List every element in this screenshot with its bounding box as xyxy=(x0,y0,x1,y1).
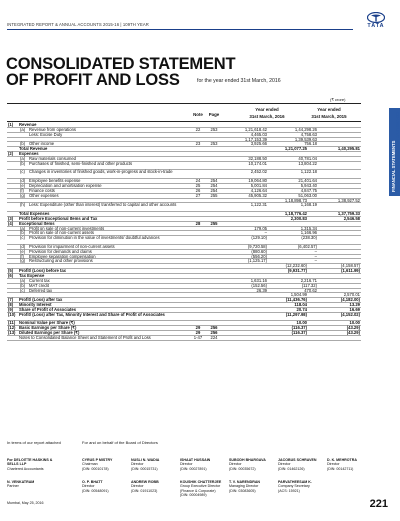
signatory-role: Chartered Accountants xyxy=(7,466,44,471)
row-note: 1-47 xyxy=(193,334,203,340)
signatory-din: (DIN: 03083605) xyxy=(229,488,256,493)
row-2015-sub: 51,063.00 xyxy=(298,192,317,198)
row-number: (3) xyxy=(8,215,14,221)
signatory-role: Director xyxy=(180,462,193,467)
row-2016-sub: 1,17,153.39 xyxy=(244,136,267,142)
row-2016-sub: (152.56) xyxy=(251,282,267,288)
row-2015-sub: (6,402.57) xyxy=(297,243,317,249)
row-2015-sub: – xyxy=(314,248,317,254)
row-2016-total: 20.74 xyxy=(296,306,307,312)
row-2016-sub: 19,064.80 xyxy=(248,178,267,184)
row-particulars: Tax Expense xyxy=(19,273,45,278)
row-2016-sub: (1,125.17) xyxy=(247,258,267,264)
row-2015-sub: 21,401.64 xyxy=(298,178,317,184)
signatory-name: PARVATHEESAM K. xyxy=(278,480,312,484)
signatory-name: N. VENKATRAM xyxy=(7,480,35,484)
tata-logo-icon xyxy=(367,12,385,23)
row-2015-sub: 4,847.75 xyxy=(300,187,317,193)
signatory-role: Managing Director xyxy=(229,484,259,489)
row-2016-sub: (9,720.58) xyxy=(247,243,267,249)
row-particulars: Share of Profit of Associates xyxy=(19,306,77,312)
row-particulars: Profit on sale of non-current assets xyxy=(29,230,94,236)
row-2015-sub: – xyxy=(314,253,317,259)
row-number: (10) xyxy=(8,311,16,317)
row-particulars: Changes in inventories of finished goods, work-in-progress and stock-in-trade xyxy=(29,169,173,175)
row-2015-total: 13.29 xyxy=(349,302,360,308)
signatory-name: ISHAAT HUSSAIN xyxy=(180,458,211,462)
signatory xyxy=(131,480,179,493)
header-rule xyxy=(7,29,353,30)
signatory xyxy=(229,480,277,493)
row-sub: (e) xyxy=(20,248,26,254)
row-sub: (g) xyxy=(20,192,26,198)
row-2016-total: (11,297.98) xyxy=(285,311,307,317)
page-subtitle: for the year ended 31st March, 2016 xyxy=(197,78,281,84)
row-note: 29 xyxy=(195,325,201,331)
signatory-name: O. P. BHATT xyxy=(82,480,103,484)
signatory-role: Group Executive Director (Finance & Corporate) xyxy=(180,484,221,493)
row-page: 254 xyxy=(210,187,218,193)
row-2016-sub: 1,21,618.42 xyxy=(244,126,267,132)
row-2015-sub: 1,39,539.63 xyxy=(294,136,317,142)
row-number: (11) xyxy=(8,320,16,326)
row-2016-sub: (556.20) xyxy=(251,253,267,259)
row-sub: (f) xyxy=(20,253,24,259)
row-2016-sub: 4,465.03 xyxy=(250,131,267,137)
logo-text: TATA xyxy=(367,23,385,29)
row-sub: (e) xyxy=(20,182,26,188)
row-sub: (f) xyxy=(20,187,24,193)
signatory-role: Partner xyxy=(7,484,19,489)
signatory-role: Director xyxy=(82,484,95,489)
row-particulars: Provision for diminution in the value of investments/ doubtful advances xyxy=(29,235,160,241)
row-number: (7) xyxy=(8,297,14,303)
footer-left: In terms of our report attached xyxy=(7,440,61,445)
row-2015-sub: 40,781.04 xyxy=(298,155,317,161)
row-particulars: Nominal Value per Share (₹) xyxy=(19,320,75,326)
row-note: 24 xyxy=(195,178,201,184)
row-particulars: Revenue from operations xyxy=(29,126,77,132)
signatory xyxy=(278,458,326,471)
row-sub: (b) xyxy=(20,160,26,166)
row-2016-total: 10.00 xyxy=(296,320,307,326)
col-note: Note xyxy=(193,112,203,117)
signatory-name: CYRUS P MISTRY xyxy=(82,458,113,462)
row-page: 255 xyxy=(210,220,218,226)
row-particulars: Profit before Exceptional Items and Tax xyxy=(19,215,98,221)
row-2016-total: 1,18,898.73 xyxy=(284,197,307,203)
row-particulars: Raw materials consumed xyxy=(29,155,77,161)
row-sub: (b) xyxy=(20,282,26,288)
row-2016-total: (12,232.60) xyxy=(285,263,307,269)
row-2016-total: 1,504.99 xyxy=(290,292,307,298)
row-2015-sub: 1,315.34 xyxy=(300,225,317,231)
signatory xyxy=(7,458,55,471)
row-particulars: Other income xyxy=(29,141,55,147)
row-number: (13) xyxy=(8,330,16,336)
pl-table-body xyxy=(7,123,361,341)
table-row xyxy=(7,203,361,212)
row-2015-total: (1,611.99) xyxy=(341,268,360,274)
signatory xyxy=(180,480,228,497)
signatory-name: KOUSHIK CHATTERJEE xyxy=(180,480,222,484)
row-2016-total: (116.37) xyxy=(291,330,307,336)
signatory xyxy=(229,458,277,471)
row-page: 256 xyxy=(210,325,218,331)
row-particulars: Exceptional Items xyxy=(19,220,55,226)
row-sub: (d) xyxy=(20,243,26,249)
row-2015-sub: (117.32) xyxy=(301,282,317,288)
row-2015-total: (4,182.00) xyxy=(340,297,360,303)
row-particulars: Purchases of finished, semi-finished and other products xyxy=(29,160,133,166)
signatory-name: NUSLI N. WADIA xyxy=(131,458,160,462)
row-particulars: Depreciation and amortisation expense xyxy=(29,182,102,188)
row-2016-total: (116.37) xyxy=(291,325,307,331)
row-2015-sub: 1,122.18 xyxy=(300,169,317,175)
signatory-din: (DIN: 00010178) xyxy=(82,466,109,471)
row-2016-sub: 2,452.02 xyxy=(250,169,267,175)
consolidated-label: CONSOLIDATED xyxy=(395,112,400,146)
row-number: (6) xyxy=(8,273,14,278)
col-year1-date: 31st March, 2016 xyxy=(249,114,285,119)
row-page: 253 xyxy=(210,141,218,147)
row-particulars: Profit/ (Loss) before tax xyxy=(19,268,66,274)
row-2016-sub: (129.10) xyxy=(251,235,267,241)
signatory-role: Director xyxy=(278,462,291,467)
row-2016-sub: 26.39 xyxy=(256,287,267,293)
report-header: INTEGRATED REPORT & ANNUAL ACCOUNTS 2015-16 | 109TH YEAR xyxy=(7,22,149,27)
signatory xyxy=(7,480,55,489)
row-sub: (a) xyxy=(20,225,26,231)
row-particulars: Profit on sale of non-current investments xyxy=(29,225,105,231)
signatory-din: (DIN: 00035672) xyxy=(229,466,256,471)
place-date: Mumbai, May 25, 2016 xyxy=(7,501,44,505)
row-sub: (c) xyxy=(20,287,25,293)
signatory-din: (DIN: 00027891) xyxy=(180,466,207,471)
row-sub: (d) xyxy=(20,178,26,184)
row-particulars: Total Revenue xyxy=(19,146,48,152)
col-year1: Year ended xyxy=(255,107,279,112)
row-particulars: Finance costs xyxy=(29,187,55,193)
row-note: 23 xyxy=(195,141,201,147)
row-sub: (g) xyxy=(20,258,26,264)
signatory-name: D. K. MEHROTRA xyxy=(327,458,357,462)
row-particulars: Basic Earnings per Share (₹) xyxy=(19,325,77,331)
signatory-name: For DELOITTE HASKINS & SELLS LLP xyxy=(7,458,53,467)
row-sub: (c) xyxy=(20,235,25,241)
row-2015-total: 10.00 xyxy=(349,320,360,326)
row-particulars: Employee benefits expense xyxy=(29,178,81,184)
row-note: 29 xyxy=(195,330,201,336)
row-particulars: Provision for demands and claims xyxy=(29,248,92,254)
row-page: 254 xyxy=(210,182,218,188)
signatory-name: ANDREW ROBB xyxy=(131,480,159,484)
signatory-role: Company Secretary xyxy=(278,484,310,489)
row-2015-sub: 756.18 xyxy=(304,141,317,147)
row-2016-total: 1,21,077.25 xyxy=(284,146,307,152)
row-sub: (c) xyxy=(20,169,25,175)
row-note: 28 xyxy=(195,220,201,226)
row-sub: (a) xyxy=(20,126,26,132)
tata-logo xyxy=(364,12,388,29)
row-particulars: Total Expenses xyxy=(19,211,50,217)
row-2016-total: (9,931.77) xyxy=(287,268,307,274)
col-page: Page xyxy=(208,112,220,117)
signatory xyxy=(327,458,375,471)
row-number: (12) xyxy=(8,325,16,331)
row-particulars: Provision for impairment of non-current assets xyxy=(29,243,115,249)
signatory-role: Director xyxy=(131,484,144,489)
row-sub: (a) xyxy=(20,155,26,161)
col-year2-date: 31st March, 2015 xyxy=(311,114,347,119)
signatory-din: (DIN: 00004989) xyxy=(180,492,207,497)
signatory-din: (DIN: 00015731) xyxy=(131,466,158,471)
signatory-name: T. V. NARENDRAN xyxy=(229,480,261,484)
row-2015-total: 1,37,759.33 xyxy=(337,211,360,217)
row-2015-total: (4,152.02) xyxy=(340,311,360,317)
row-note: 26 xyxy=(195,187,201,193)
footer-right: For and on behalf of the Board of Directors xyxy=(82,440,158,445)
row-particulars: Diluted Earnings per Share (₹) xyxy=(19,330,80,336)
col-year2: Year ended xyxy=(317,107,341,112)
row-note: 25 xyxy=(195,182,201,188)
row-2015-sub: 470.62 xyxy=(304,287,317,293)
row-sub: (h) xyxy=(20,202,26,208)
row-2016-sub: 5,001.84 xyxy=(250,182,267,188)
unit-label: (₹ crore) xyxy=(330,97,346,102)
row-2015-sub: – xyxy=(314,258,317,264)
row-2016-total: 118.04 xyxy=(294,302,307,308)
signatory-din: (DIN: 01462126) xyxy=(278,466,305,471)
row-particulars: Revenue xyxy=(19,122,37,127)
row-2015-sub: 1,168.19 xyxy=(300,202,317,208)
row-number: (9) xyxy=(8,306,14,312)
row-2015-total: (43.29) xyxy=(346,330,360,336)
row-2015-total: 16.69 xyxy=(349,306,360,312)
row-2015-total: 2,570.01 xyxy=(343,292,360,298)
row-2015-total: 1,40,295.81 xyxy=(337,146,360,152)
row-particulars: Minority Interest xyxy=(19,302,52,308)
row-particulars: Profit/ (Loss) after Tax, Minority Interest and Share of Profit of Associates xyxy=(19,311,165,317)
page-title-line1: CONSOLIDATED STATEMENT xyxy=(6,55,236,73)
row-particulars: Notes to Consolidated Balance Sheet and Statement of Profit and Loss xyxy=(19,334,151,340)
signatory-role: Chairman xyxy=(82,462,98,467)
financial-statements-label: FINANCIAL STATEMENTS xyxy=(391,140,396,192)
row-page: 256 xyxy=(210,330,218,336)
row-2016-sub: (880.60) xyxy=(251,248,267,254)
signatory-role: Director xyxy=(131,462,144,467)
signatory xyxy=(180,458,228,471)
row-2015-sub: 1,166.96 xyxy=(300,230,317,236)
row-2015-total: 1,38,927.52 xyxy=(337,197,360,203)
row-particulars: Other expenses xyxy=(29,192,59,198)
row-number: (8) xyxy=(8,302,14,308)
page-title-line2: OF PROFIT AND LOSS xyxy=(6,71,180,89)
row-particulars: Less: Expenditure (other than interest) transferred to capital and other accounts xyxy=(29,202,177,208)
row-2015-sub: 4,758.63 xyxy=(300,131,317,137)
signatory xyxy=(278,480,326,493)
row-number: (2) xyxy=(8,151,14,157)
column-header xyxy=(7,103,361,122)
row-particulars: Restructuring and other provisions xyxy=(29,258,93,264)
table-row xyxy=(7,336,361,341)
row-2015-sub: 13,804.22 xyxy=(298,160,317,166)
row-2016-sub: 4,126.64 xyxy=(250,187,267,193)
row-2016-sub: 45,905.32 xyxy=(248,192,267,198)
row-2015-sub: 5,943.40 xyxy=(300,182,317,188)
row-number: (1) xyxy=(8,122,14,127)
row-2016-total: (11,436.76) xyxy=(285,297,307,303)
signatory-role: Director xyxy=(229,462,242,467)
row-2016-total: 2,300.83 xyxy=(290,215,307,221)
row-sub: (a) xyxy=(20,277,26,283)
row-2015-sub: (238.30) xyxy=(301,235,317,241)
row-2016-sub: 179.05 xyxy=(254,225,267,231)
page-number: 221 xyxy=(369,498,388,510)
signatory-din: (ACS: 15921) xyxy=(278,488,300,493)
row-2015-total: (4,158.57) xyxy=(340,263,360,269)
row-note: 22 xyxy=(195,126,201,132)
signatory-name: JACOBUS SCHRAVEN xyxy=(278,458,317,462)
consolidated-tab xyxy=(390,112,400,192)
row-2016-sub: 1,122.31 xyxy=(250,202,267,208)
row-page: 253 xyxy=(210,126,218,132)
row-particulars: Employee separation compensation xyxy=(29,253,96,259)
signatory xyxy=(82,458,130,471)
row-2015-total: (43.29) xyxy=(346,325,360,331)
signatory-din: (DIN: 00142711) xyxy=(327,466,354,471)
row-page: 255 xyxy=(210,192,218,198)
row-2015-total: 2,546.58 xyxy=(343,215,360,221)
signatory-din: (DIN: 00548091) xyxy=(82,488,109,493)
row-page: 224 xyxy=(210,334,218,340)
row-particulars: Profit/ (Loss) after tax xyxy=(19,297,63,303)
row-particulars: Expenses xyxy=(19,151,39,157)
signatory xyxy=(131,458,179,471)
row-sub: (b) xyxy=(20,230,26,236)
signatory-din: (DIN: 01911023) xyxy=(131,488,158,493)
row-particulars: Less: Excise Duty xyxy=(29,131,63,137)
row-number: (4) xyxy=(8,220,14,226)
row-2016-sub: 10,174.01 xyxy=(248,160,267,166)
row-particulars: Deferred tax xyxy=(29,287,53,293)
row-2016-total: 1,18,776.42 xyxy=(284,211,307,217)
row-2016-sub: 3,925.66 xyxy=(250,141,267,147)
row-2016-sub: 1,631.16 xyxy=(250,277,267,283)
row-particulars: Current tax xyxy=(29,277,50,283)
row-note: 27 xyxy=(195,192,201,198)
signatory-name: SUBODH BHARGAVA xyxy=(229,458,266,462)
row-2015-sub: 2,216.71 xyxy=(300,277,317,283)
row-number: (5) xyxy=(8,268,14,274)
row-particulars: MAT credit xyxy=(29,282,49,288)
row-2016-sub: – xyxy=(264,230,267,236)
signatory-role: Director xyxy=(327,462,340,467)
row-page: 254 xyxy=(210,178,218,184)
row-2015-sub: 1,44,298.26 xyxy=(294,126,317,132)
row-2016-sub: 32,188.50 xyxy=(248,155,267,161)
row-sub: (b) xyxy=(20,141,26,147)
signatory xyxy=(82,480,130,493)
